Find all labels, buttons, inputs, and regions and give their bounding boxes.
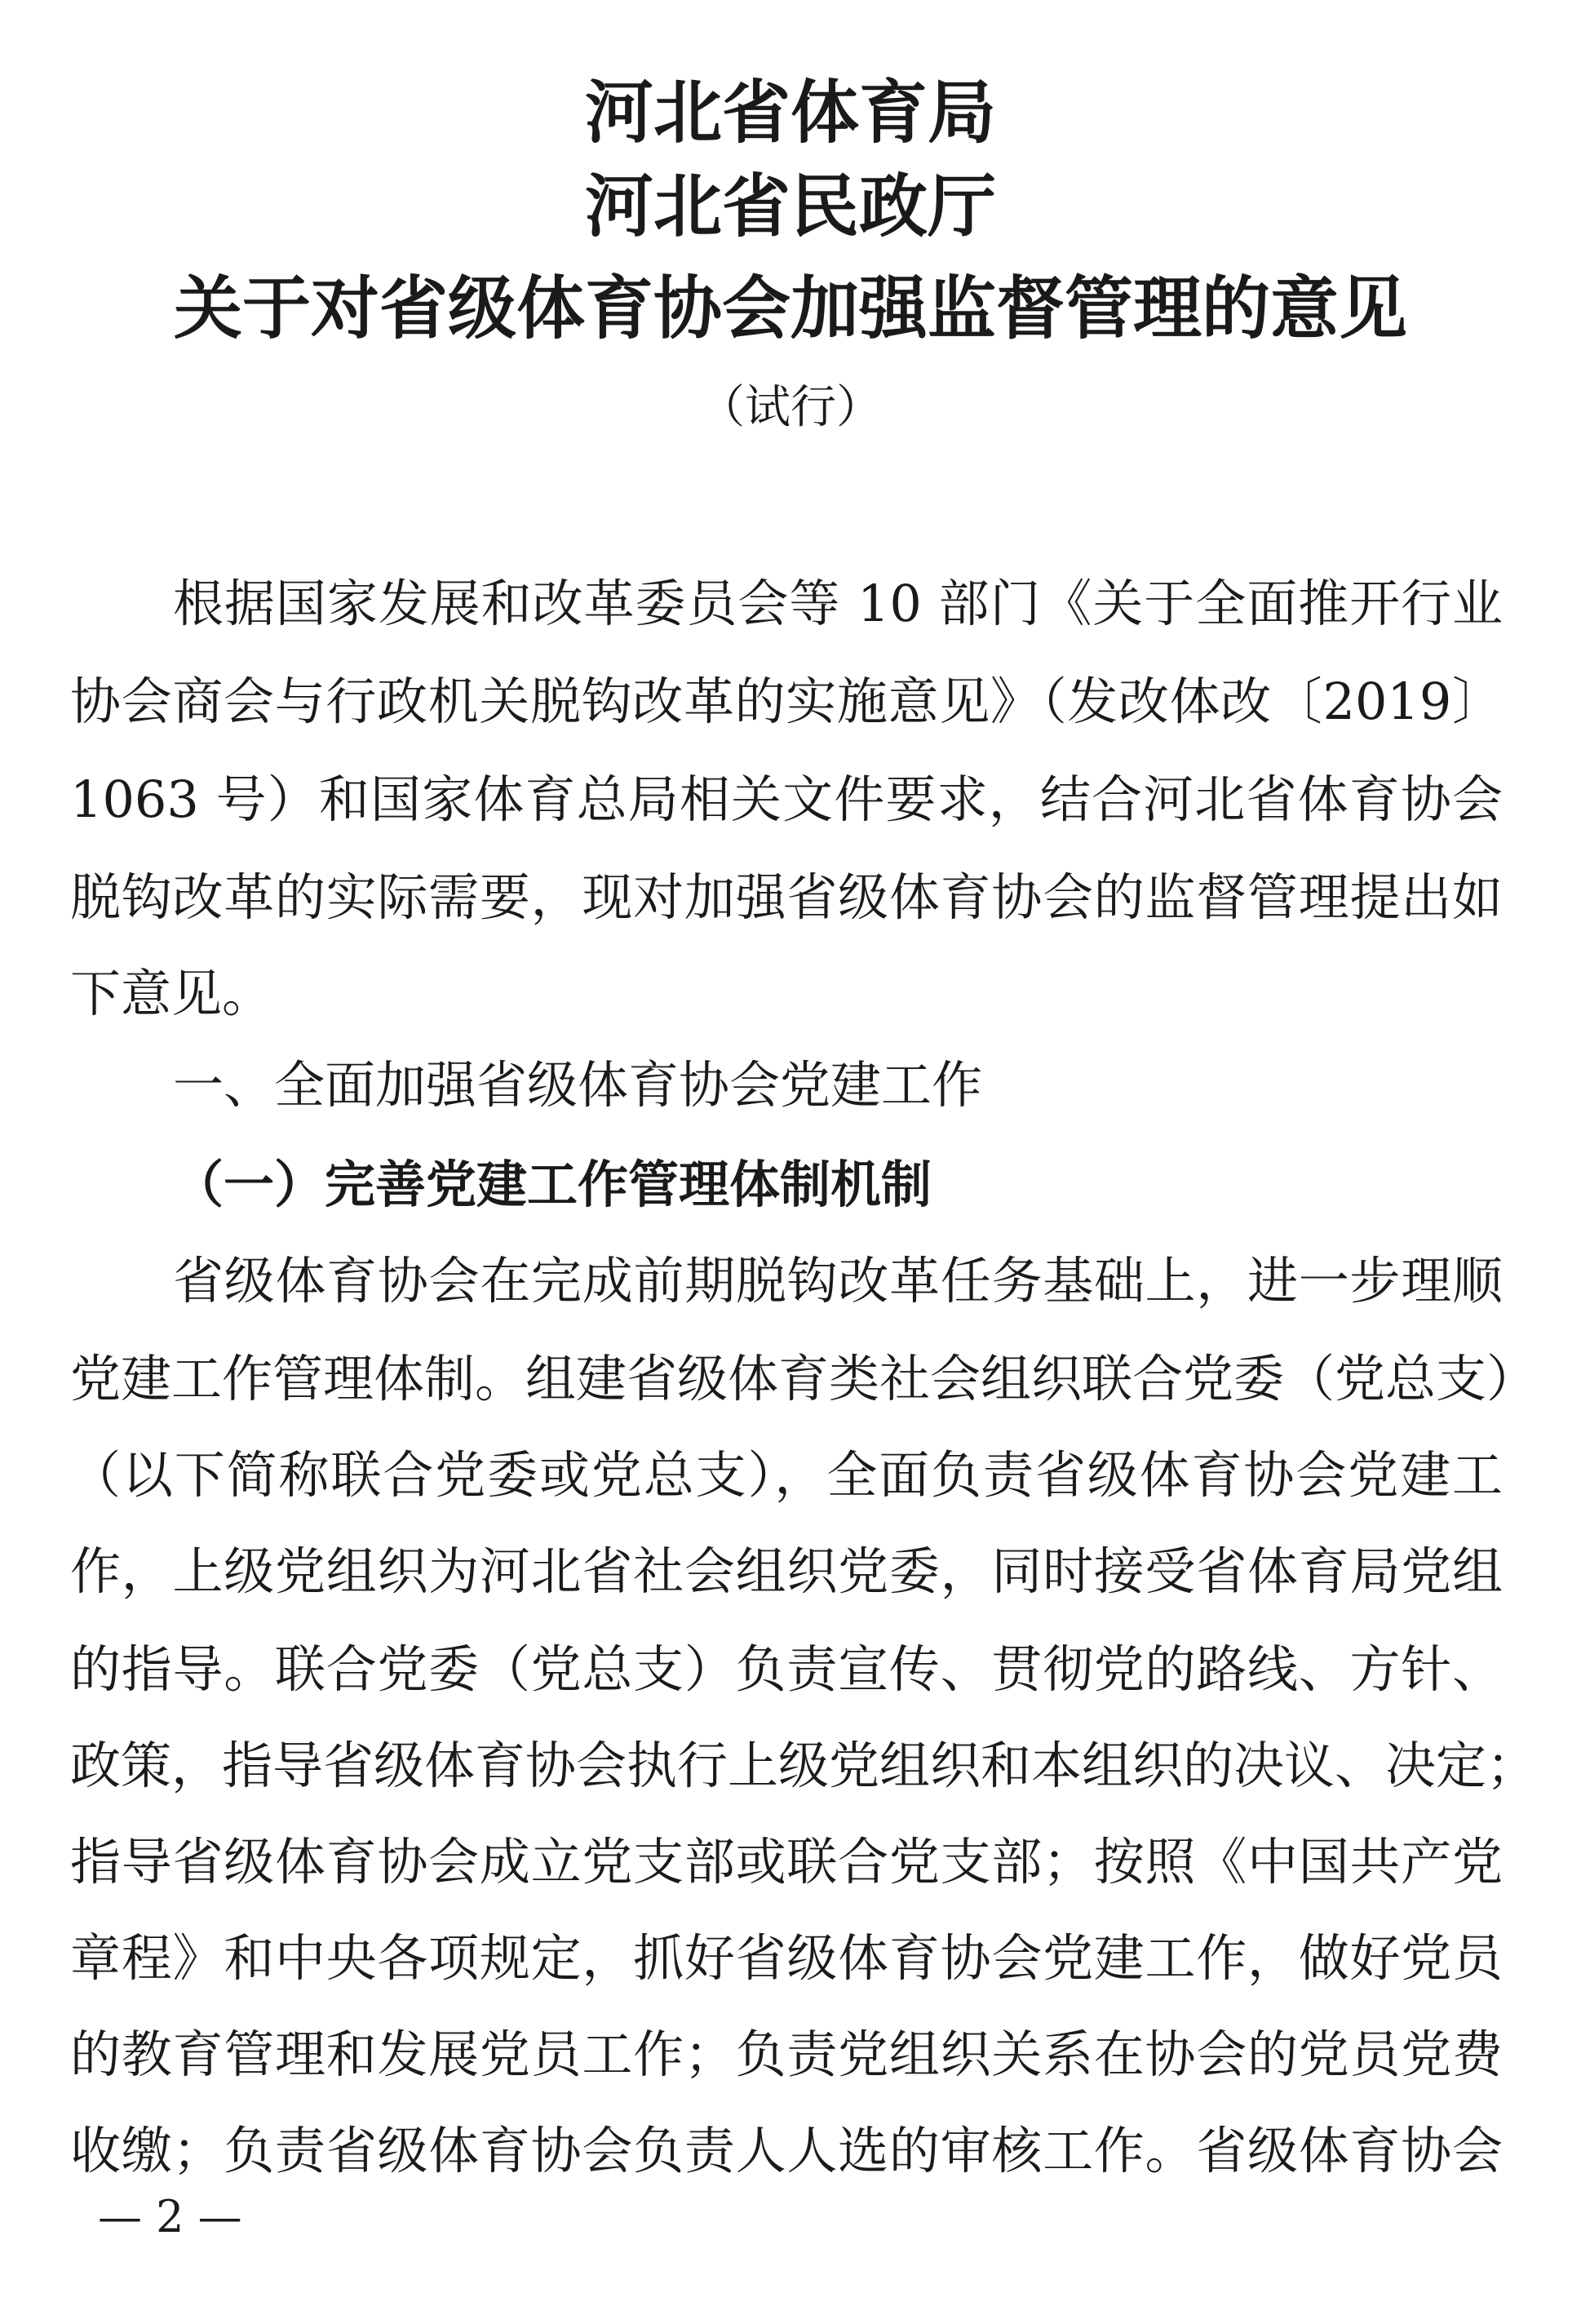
body-line: 的教育管理和发展党员工作；负责党组织关系在协会的党员党费 — [70, 2025, 1503, 2084]
body-line: 党建工作管理体制。组建省级体育类社会组织联合党委（党总支） — [70, 1349, 1538, 1408]
intro-line: 1063 号）和国家体育总局相关文件要求，结合河北省体育协会 — [70, 769, 1503, 829]
document-subtitle: （试行） — [699, 381, 882, 434]
body-line: 收缴；负责省级体育协会负责人人选的审核工作。省级体育协会 — [70, 2121, 1503, 2180]
intro-line: 根据国家发展和改革委员会等 10 部门《关于全面推开行业 — [173, 574, 1503, 633]
body-line: 的指导。联合党委（党总支）负责宣传、贯彻党的路线、方针、 — [70, 1639, 1503, 1699]
document-title-line-1: 河北省体育局 — [584, 73, 996, 153]
intro-line: 下意见。 — [70, 964, 273, 1023]
page-number: — 2 — — [98, 2191, 242, 2242]
body-line: 作，上级党组织为河北省社会组织党委，同时接受省体育局党组 — [70, 1541, 1503, 1601]
subsection-heading: （一）完善党建工作管理体制机制 — [173, 1155, 932, 1214]
document-title-line-2: 河北省民政厅 — [584, 166, 996, 246]
document-title-line-3: 关于对省级体育协会加强监督管理的意见 — [173, 268, 1407, 348]
section-heading: 一、全面加强省级体育协会党建工作 — [173, 1055, 983, 1115]
body-line: 政策，指导省级体育协会执行上级党组织和本组织的决议、决定； — [70, 1736, 1538, 1795]
body-line: （以下简称联合党委或党总支），全面负责省级体育协会党建工 — [70, 1445, 1503, 1505]
body-line: 省级体育协会在完成前期脱钩改革任务基础上，进一步理顺 — [173, 1251, 1503, 1311]
body-line: 指导省级体育协会成立党支部或联合党支部；按照《中国共产党 — [70, 1832, 1503, 1892]
intro-line: 协会商会与行政机关脱钩改革的实施意见》（发改体改〔2019〕 — [70, 672, 1503, 731]
body-line: 章程》和中央各项规定，抓好省级体育协会党建工作，做好党员 — [70, 1928, 1503, 1988]
intro-line: 脱钩改革的实际需要，现对加强省级体育协会的监督管理提出如 — [70, 867, 1503, 927]
